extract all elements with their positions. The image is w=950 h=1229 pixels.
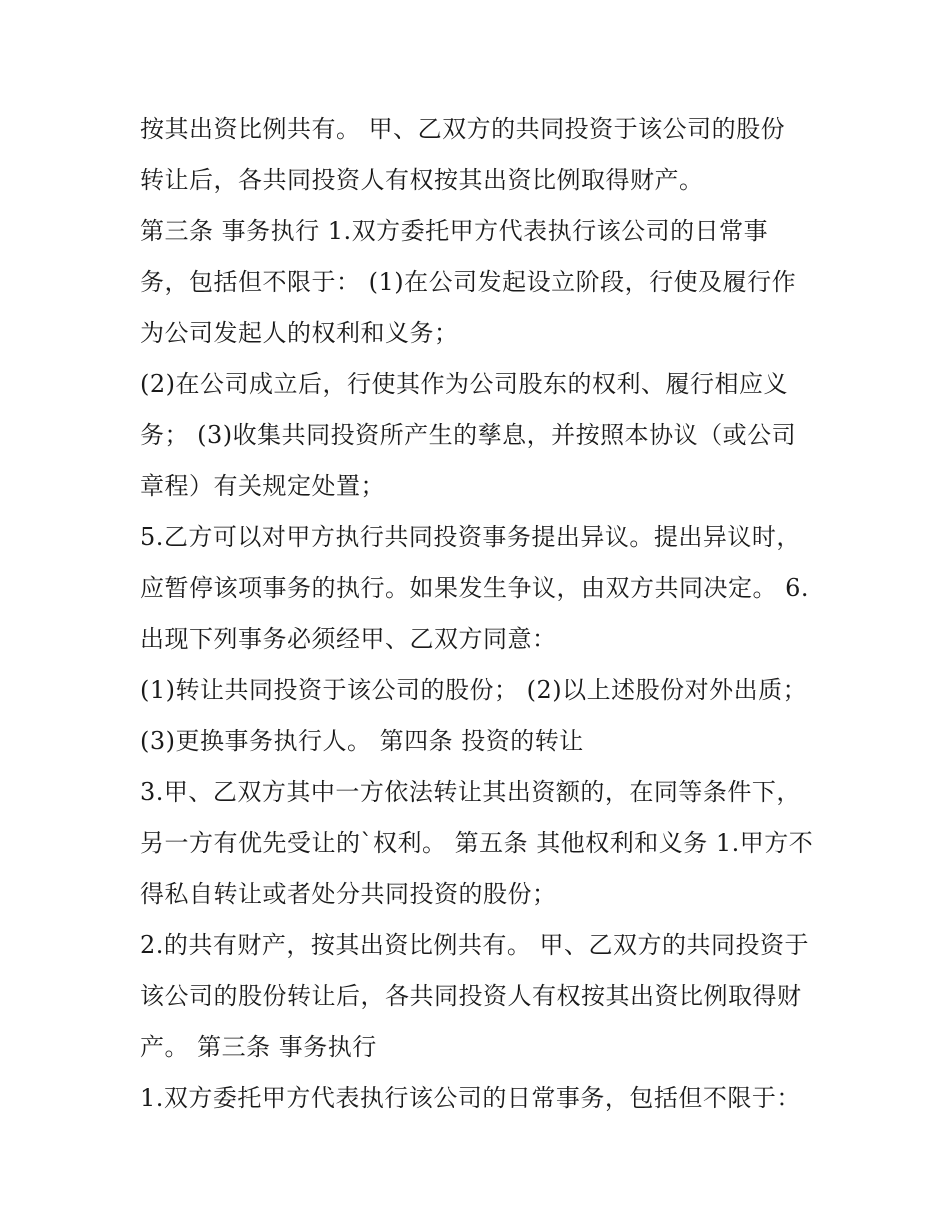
text-line: 为公司发起人的权利和义务；: [140, 319, 459, 347]
text-line: (2)在公司成立后，行使其作为公司股东的权利、履行相应义: [140, 370, 788, 398]
text-line: 1.双方委托甲方代表执行该公司的日常事务，包括但不限于：: [140, 1084, 801, 1112]
text-line: 第三条 事务执行 1.双方委托甲方代表执行该公司的日常事: [140, 217, 769, 245]
text-line: 2.的共有财产，按其出资比例共有。 甲、乙双方的共同投资于: [140, 931, 810, 959]
text-line: (1)转让共同投资于该公司的股份； (2)以上述股份对外出质；: [140, 676, 808, 704]
text-line: 转让后，各共同投资人有权按其出资比例取得财产。: [140, 166, 704, 194]
text-line: 章程）有关规定处置；: [140, 472, 385, 500]
text-line: 得私自转让或者处分共同投资的股份；: [140, 880, 557, 908]
text-line: 产。 第三条 事务执行: [140, 1033, 377, 1061]
text-line: 务，包括但不限于： (1)在公司发起设立阶段，行使及履行作: [140, 268, 797, 296]
text-line: 按其出资比例共有。 甲、乙双方的共同投资于该公司的股份: [140, 115, 786, 143]
text-line: 5.乙方可以对甲方执行共同投资事务提出异议。提出异议时，: [140, 523, 801, 551]
text-line: 3.甲、乙双方其中一方依法转让其出资额的，在同等条件下，: [140, 778, 801, 806]
text-line: (3)更换事务执行人。 第四条 投资的转让: [140, 727, 584, 755]
text-line: 出现下列事务必须经甲、乙双方同意：: [140, 625, 557, 653]
text-line: 应暂停该项事务的执行。如果发生争议，由双方共同决定。 6.: [140, 574, 810, 602]
text-line: 该公司的股份转让后，各共同投资人有权按其出资比例取得财: [140, 982, 802, 1010]
text-line: 另一方有优先受让的`权利。 第五条 其他权利和义务 1.甲方不: [140, 829, 814, 857]
text-line: 务； (3)收集共同投资所产生的孳息，并按照本协议（或公司: [140, 421, 797, 449]
